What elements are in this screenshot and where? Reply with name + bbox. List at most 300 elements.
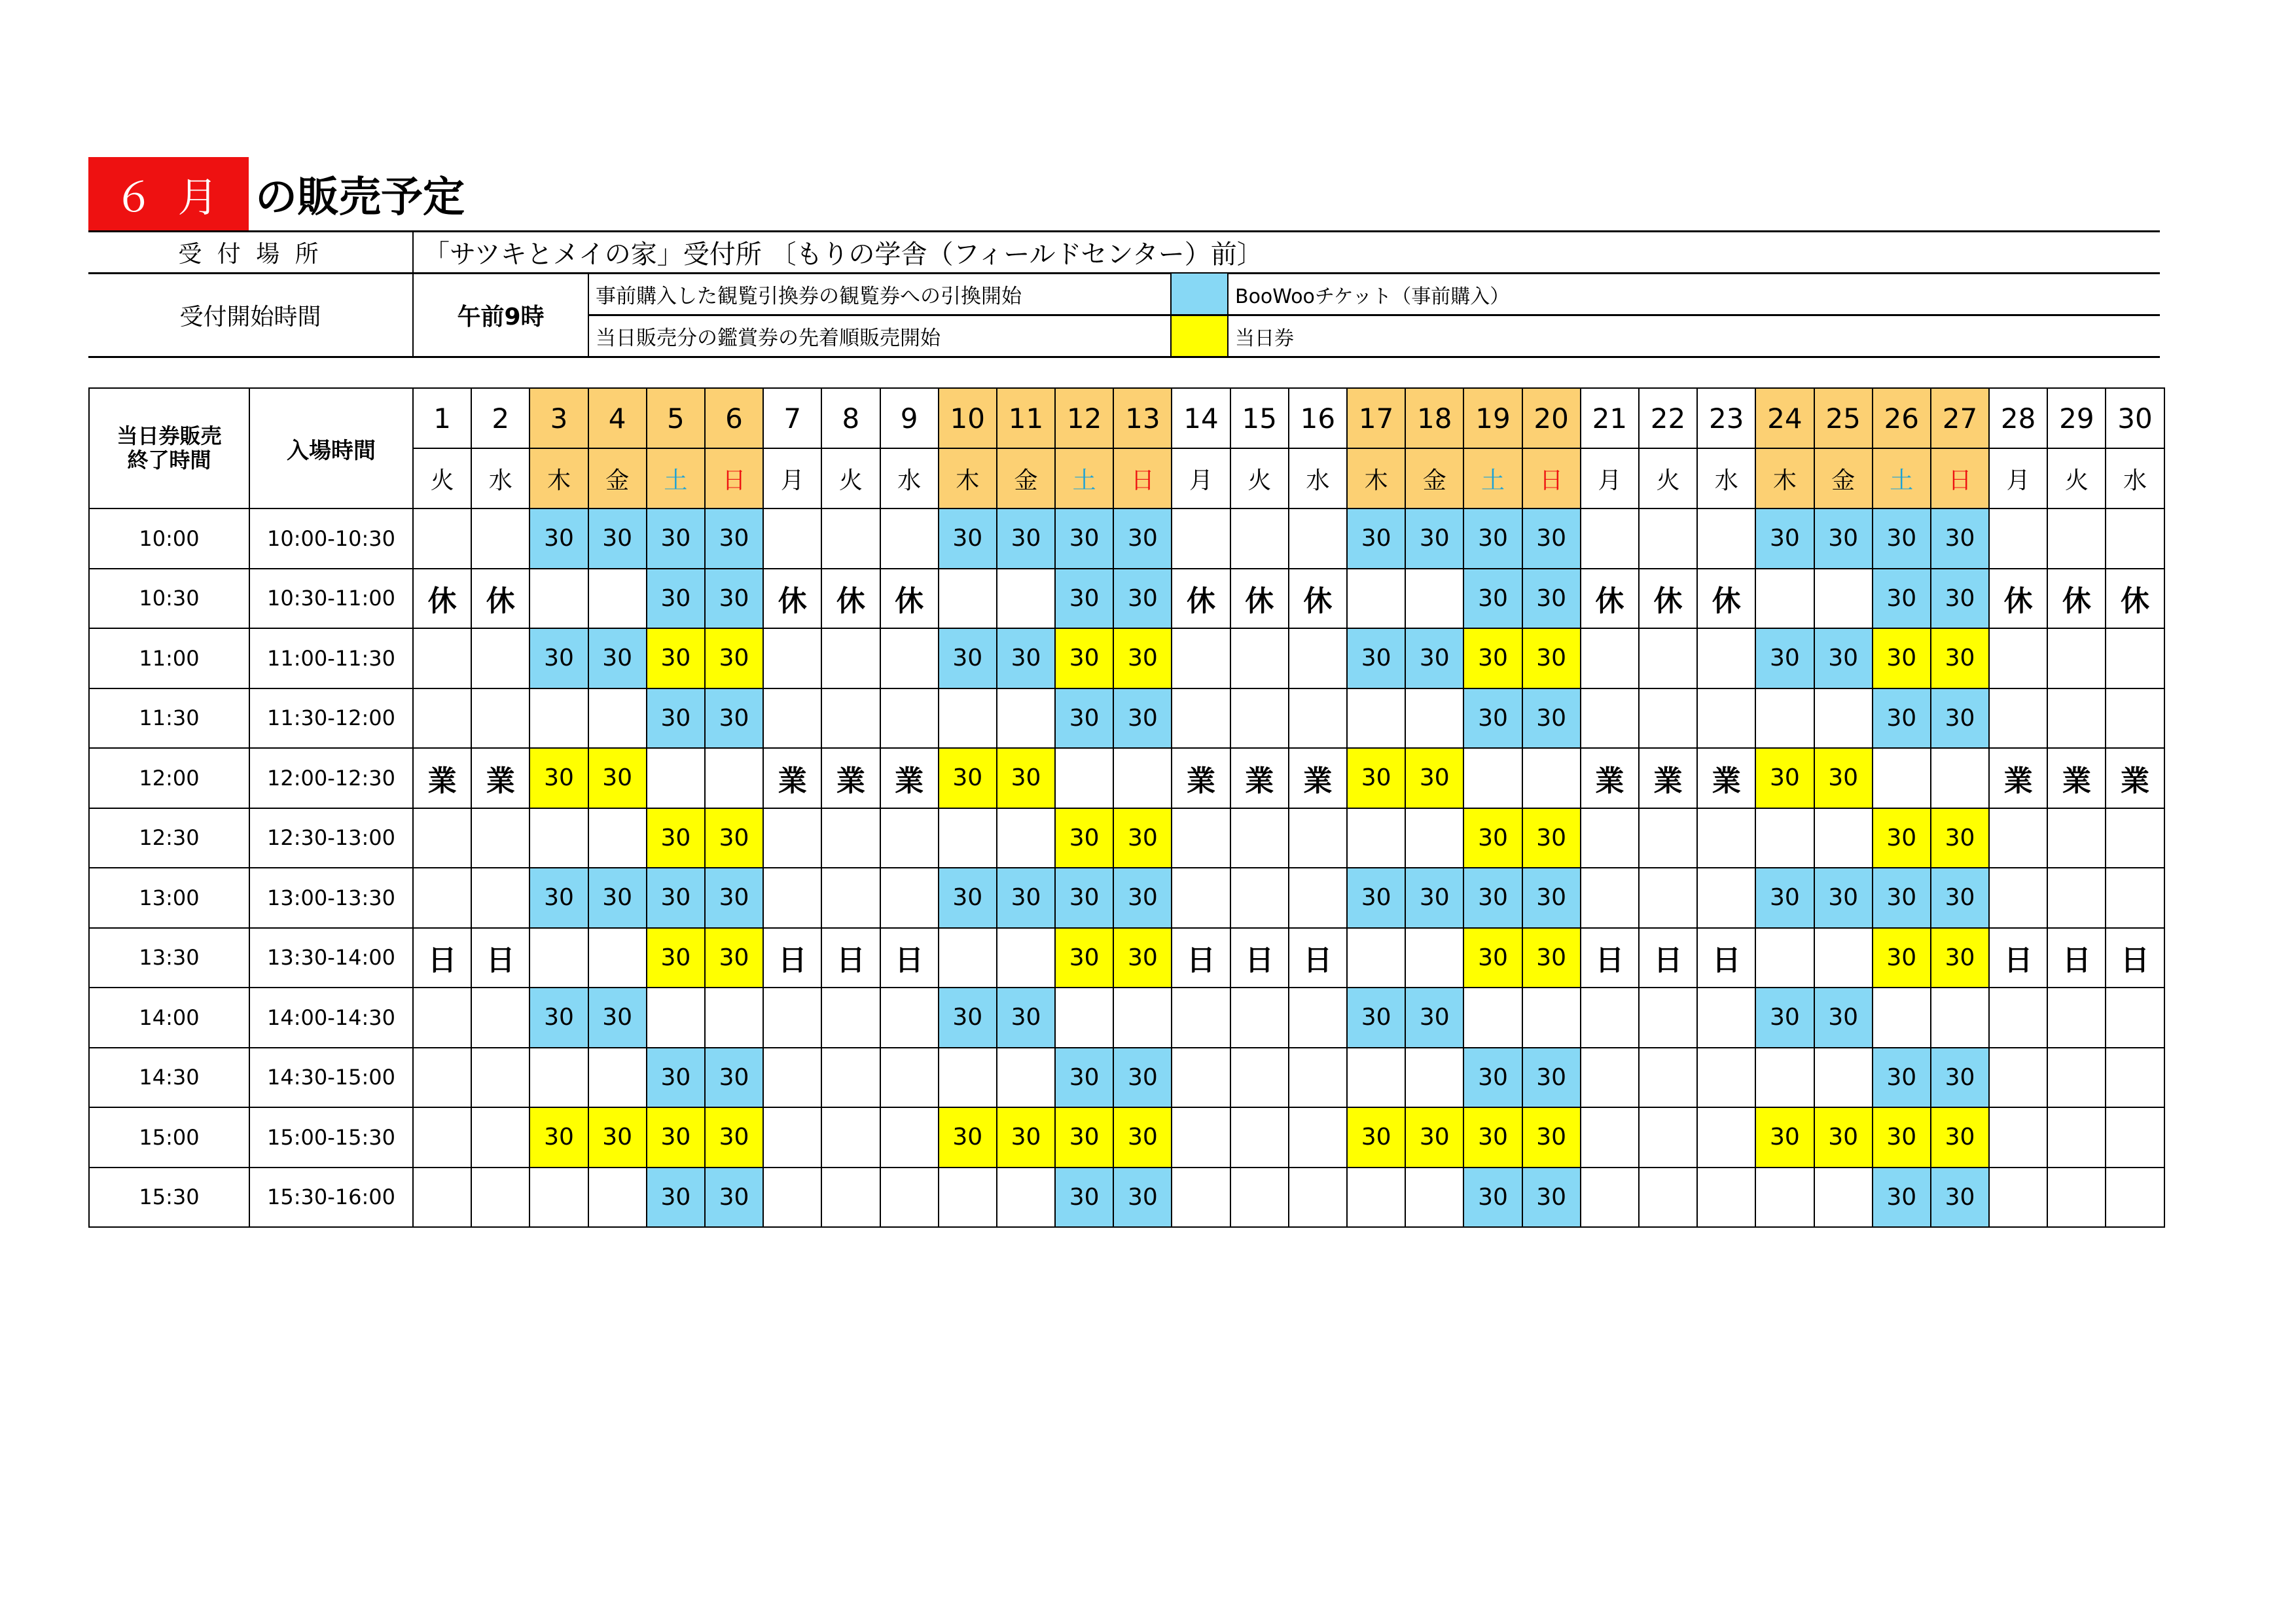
closed-cell: 業 [413, 748, 471, 808]
day-of-week: 火 [1639, 448, 1697, 508]
slot-cell: 30 [939, 508, 997, 569]
slot-cell: 30 [1055, 868, 1113, 928]
closed-cell: 日 [1581, 928, 1639, 988]
empty-cell [997, 688, 1055, 749]
empty-cell [1289, 508, 1347, 569]
empty-cell [1347, 569, 1405, 629]
closed-cell: 休 [1697, 569, 1755, 629]
empty-cell [1113, 988, 1172, 1048]
empty-cell [1172, 508, 1230, 569]
slot-cell: 30 [705, 1168, 763, 1228]
slot-cell: 30 [1113, 1168, 1172, 1228]
table-row [89, 928, 2164, 988]
legend-boowoo-label: BooWooチケット（事前購入） [1235, 285, 1510, 308]
empty-cell [588, 569, 647, 629]
empty-cell [1989, 1168, 2047, 1228]
day-of-week: 日 [1113, 448, 1172, 508]
slot-cell: 30 [1931, 569, 1989, 629]
closed-cell: 日 [1989, 928, 2047, 988]
closed-cell: 業 [763, 748, 821, 808]
slot-cell: 30 [939, 628, 997, 688]
slot-cell: 30 [1755, 988, 1814, 1048]
slot-cell: 30 [1463, 1048, 1522, 1108]
empty-cell [588, 688, 647, 749]
slot-cell: 30 [705, 688, 763, 749]
day-of-week: 火 [1230, 448, 1289, 508]
closed-cell: 休 [1639, 569, 1697, 629]
slot-cell: 30 [1055, 508, 1113, 569]
empty-cell [1989, 988, 2047, 1048]
empty-cell [1405, 688, 1463, 749]
slot-cell: 30 [647, 628, 705, 688]
empty-cell [821, 1048, 880, 1108]
entry-time: 10:30-11:00 [249, 569, 413, 629]
empty-cell [763, 628, 821, 688]
closed-cell: 休 [1230, 569, 1289, 629]
slot-cell: 30 [647, 1168, 705, 1228]
empty-cell [1873, 748, 1931, 808]
slot-cell: 30 [1113, 808, 1172, 868]
empty-cell [880, 868, 939, 928]
slot-cell: 30 [1814, 628, 1873, 688]
slot-cell: 30 [647, 569, 705, 629]
empty-cell [1639, 1048, 1697, 1108]
empty-cell [880, 508, 939, 569]
empty-cell [2047, 508, 2106, 569]
empty-cell [1581, 508, 1639, 569]
day-number: 28 [1989, 388, 2047, 448]
closed-cell: 業 [2106, 748, 2164, 808]
empty-cell [821, 628, 880, 688]
empty-cell [1989, 508, 2047, 569]
empty-cell [413, 988, 471, 1048]
slot-cell: 30 [1055, 569, 1113, 629]
slot-cell: 30 [1522, 688, 1581, 749]
empty-cell [880, 688, 939, 749]
empty-cell [1755, 928, 1814, 988]
empty-cell [1405, 808, 1463, 868]
day-of-week: 土 [647, 448, 705, 508]
entry-time: 11:00-11:30 [249, 628, 413, 688]
empty-cell [471, 1168, 529, 1228]
slot-cell: 30 [1347, 748, 1405, 808]
empty-cell [413, 808, 471, 868]
legend-boowoo-swatch [1172, 274, 1227, 314]
slot-cell: 30 [1113, 868, 1172, 928]
day-number: 18 [1405, 388, 1463, 448]
closed-cell: 休 [2047, 569, 2106, 629]
slot-cell: 30 [1113, 928, 1172, 988]
closed-cell: 業 [1230, 748, 1289, 808]
empty-cell [1814, 928, 1873, 988]
day-number: 27 [1931, 388, 1989, 448]
empty-cell [1931, 988, 1989, 1048]
day-of-week: 月 [763, 448, 821, 508]
table-row [89, 508, 2164, 569]
closed-cell: 日 [763, 928, 821, 988]
empty-cell [1347, 688, 1405, 749]
slot-cell: 30 [997, 868, 1055, 928]
table-row [89, 628, 2164, 688]
empty-cell [2047, 688, 2106, 749]
empty-cell [997, 928, 1055, 988]
day-number: 4 [588, 388, 647, 448]
end-time: 12:30 [89, 808, 249, 868]
empty-cell [1581, 628, 1639, 688]
empty-cell [1697, 628, 1755, 688]
day-of-week: 火 [821, 448, 880, 508]
header-entry-time: 入場時間 [249, 388, 413, 508]
slot-cell: 30 [647, 1048, 705, 1108]
slot-cell: 30 [1931, 628, 1989, 688]
slot-cell: 30 [1113, 1107, 1172, 1168]
empty-cell [2047, 1107, 2106, 1168]
day-number: 5 [647, 388, 705, 448]
day-number: 14 [1172, 388, 1230, 448]
closed-cell: 日 [2106, 928, 2164, 988]
empty-cell [997, 808, 1055, 868]
slot-cell: 30 [705, 1048, 763, 1108]
empty-cell [1639, 1107, 1697, 1168]
day-number: 29 [2047, 388, 2106, 448]
slot-cell: 30 [1463, 1168, 1522, 1228]
slot-cell: 30 [1347, 1107, 1405, 1168]
slot-cell: 30 [1873, 628, 1931, 688]
empty-cell [1755, 569, 1814, 629]
empty-cell [1172, 868, 1230, 928]
day-of-week: 木 [939, 448, 997, 508]
header-end-time: 当日券販売 終了時間 [89, 388, 249, 508]
slot-cell: 30 [939, 988, 997, 1048]
end-time: 15:30 [89, 1168, 249, 1228]
empty-cell [705, 988, 763, 1048]
entry-time: 12:00-12:30 [249, 748, 413, 808]
empty-cell [1289, 1107, 1347, 1168]
end-time: 10:00 [89, 508, 249, 569]
empty-cell [529, 928, 588, 988]
slot-cell: 30 [1755, 628, 1814, 688]
closed-cell: 業 [1697, 748, 1755, 808]
closed-cell: 休 [471, 569, 529, 629]
entry-time: 15:30-16:00 [249, 1168, 413, 1228]
empty-cell [1755, 808, 1814, 868]
slot-cell: 30 [1522, 808, 1581, 868]
empty-cell [939, 808, 997, 868]
day-of-week: 水 [1697, 448, 1755, 508]
slot-cell: 30 [1055, 808, 1113, 868]
end-time: 14:00 [89, 988, 249, 1048]
slot-cell: 30 [1522, 1048, 1581, 1108]
empty-cell [647, 988, 705, 1048]
slot-cell: 30 [1931, 508, 1989, 569]
empty-cell [1581, 1168, 1639, 1228]
empty-cell [1055, 988, 1113, 1048]
empty-cell [1289, 688, 1347, 749]
empty-cell [821, 808, 880, 868]
empty-cell [588, 1048, 647, 1108]
day-of-week: 金 [588, 448, 647, 508]
end-time: 11:30 [89, 688, 249, 749]
slot-cell: 30 [705, 1107, 763, 1168]
day-number: 15 [1230, 388, 1289, 448]
slot-cell: 30 [1113, 508, 1172, 569]
empty-cell [588, 808, 647, 868]
slot-cell: 30 [1814, 508, 1873, 569]
empty-cell [821, 508, 880, 569]
empty-cell [1230, 508, 1289, 569]
empty-cell [1230, 1168, 1289, 1228]
empty-cell [1347, 808, 1405, 868]
closed-cell: 業 [1289, 748, 1347, 808]
empty-cell [1989, 868, 2047, 928]
empty-cell [588, 1168, 647, 1228]
empty-cell [1289, 868, 1347, 928]
day-number: 13 [1113, 388, 1172, 448]
slot-cell: 30 [939, 1107, 997, 1168]
empty-cell [997, 1048, 1055, 1108]
empty-cell [2106, 1168, 2164, 1228]
empty-cell [2106, 508, 2164, 569]
empty-cell [1405, 1168, 1463, 1228]
start-label: 受付開始時間 [179, 304, 321, 330]
slot-cell: 30 [1055, 928, 1113, 988]
closed-cell: 休 [1581, 569, 1639, 629]
end-time: 12:00 [89, 748, 249, 808]
empty-cell [1172, 988, 1230, 1048]
slot-cell: 30 [705, 628, 763, 688]
slot-cell: 30 [1755, 1107, 1814, 1168]
table-row [89, 868, 2164, 928]
day-number: 20 [1522, 388, 1581, 448]
start-value: 午前9時 [457, 304, 545, 330]
day-of-week: 木 [529, 448, 588, 508]
schedule-table [88, 387, 2165, 1228]
closed-cell: 業 [1639, 748, 1697, 808]
empty-cell [821, 1107, 880, 1168]
slot-cell: 30 [1113, 1048, 1172, 1108]
day-of-week: 月 [1989, 448, 2047, 508]
empty-cell [1755, 1168, 1814, 1228]
empty-cell [939, 569, 997, 629]
empty-cell [2106, 628, 2164, 688]
slot-cell: 30 [1873, 508, 1931, 569]
slot-cell: 30 [1055, 1048, 1113, 1108]
slot-cell: 30 [1931, 928, 1989, 988]
empty-cell [413, 688, 471, 749]
closed-cell: 日 [1697, 928, 1755, 988]
info-block [88, 230, 2160, 358]
empty-cell [2106, 988, 2164, 1048]
day-number: 16 [1289, 388, 1347, 448]
slot-cell: 30 [1814, 748, 1873, 808]
table-row [89, 808, 2164, 868]
empty-cell [880, 628, 939, 688]
table-row [89, 748, 2164, 808]
slot-cell: 30 [647, 868, 705, 928]
slot-cell: 30 [1873, 569, 1931, 629]
empty-cell [1405, 928, 1463, 988]
slot-cell: 30 [1522, 1168, 1581, 1228]
slot-cell: 30 [1463, 1107, 1522, 1168]
place-value: 「サツキとメイの家」受付所 〔もりの学舎（フィールドセンター）前〕 [423, 240, 1263, 270]
empty-cell [1347, 1048, 1405, 1108]
empty-cell [1405, 569, 1463, 629]
slot-cell: 30 [1113, 688, 1172, 749]
day-of-week: 水 [2106, 448, 2164, 508]
empty-cell [1581, 688, 1639, 749]
table-row [89, 1107, 2164, 1168]
empty-cell [1931, 748, 1989, 808]
entry-time: 11:30-12:00 [249, 688, 413, 749]
slot-cell: 30 [1814, 988, 1873, 1048]
empty-cell [1172, 808, 1230, 868]
empty-cell [2047, 1168, 2106, 1228]
day-number: 21 [1581, 388, 1639, 448]
slot-cell: 30 [1405, 748, 1463, 808]
table-row [89, 1048, 2164, 1108]
empty-cell [2047, 868, 2106, 928]
day-number: 23 [1697, 388, 1755, 448]
slot-cell: 30 [1347, 988, 1405, 1048]
empty-cell [997, 1168, 1055, 1228]
day-number: 12 [1055, 388, 1113, 448]
empty-cell [2106, 1048, 2164, 1108]
empty-cell [647, 748, 705, 808]
empty-cell [2047, 808, 2106, 868]
entry-time: 15:00-15:30 [249, 1107, 413, 1168]
slot-cell: 30 [1405, 628, 1463, 688]
empty-cell [1639, 1168, 1697, 1228]
empty-cell [1230, 1048, 1289, 1108]
empty-cell [880, 1168, 939, 1228]
empty-cell [1113, 748, 1172, 808]
empty-cell [1639, 508, 1697, 569]
empty-cell [1697, 1107, 1755, 1168]
empty-cell [413, 1107, 471, 1168]
empty-cell [1581, 868, 1639, 928]
slot-cell: 30 [1055, 688, 1113, 749]
slot-cell: 30 [1873, 1168, 1931, 1228]
slot-cell: 30 [529, 1107, 588, 1168]
slot-cell: 30 [1522, 569, 1581, 629]
empty-cell [1230, 808, 1289, 868]
day-of-week: 金 [997, 448, 1055, 508]
slot-cell: 30 [1755, 868, 1814, 928]
empty-cell [471, 508, 529, 569]
empty-cell [1814, 688, 1873, 749]
empty-cell [413, 1168, 471, 1228]
entry-time: 12:30-13:00 [249, 808, 413, 868]
empty-cell [2106, 688, 2164, 749]
slot-cell: 30 [705, 808, 763, 868]
slot-cell: 30 [1931, 1107, 1989, 1168]
closed-cell: 休 [1989, 569, 2047, 629]
slot-cell: 30 [647, 1107, 705, 1168]
empty-cell [2106, 868, 2164, 928]
day-of-week: 金 [1814, 448, 1873, 508]
closed-cell: 日 [1639, 928, 1697, 988]
slot-cell: 30 [997, 508, 1055, 569]
slot-cell: 30 [1931, 1168, 1989, 1228]
empty-cell [1230, 868, 1289, 928]
page-title: の販売予定 [255, 173, 465, 222]
empty-cell [588, 928, 647, 988]
slot-cell: 30 [647, 928, 705, 988]
legend-sameday-label: 当日券 [1235, 327, 1294, 350]
empty-cell [1172, 688, 1230, 749]
empty-cell [1522, 988, 1581, 1048]
empty-cell [1347, 928, 1405, 988]
empty-cell [1697, 868, 1755, 928]
end-time: 13:00 [89, 868, 249, 928]
exchange-text: 事前購入した観覧引換券の観覧券への引換開始 [596, 285, 1022, 308]
slot-cell: 30 [529, 748, 588, 808]
empty-cell [1347, 1168, 1405, 1228]
day-number: 19 [1463, 388, 1522, 448]
empty-cell [1405, 1048, 1463, 1108]
entry-time: 14:30-15:00 [249, 1048, 413, 1108]
empty-cell [1581, 988, 1639, 1048]
slot-cell: 30 [1113, 628, 1172, 688]
day-of-week: 金 [1405, 448, 1463, 508]
slot-cell: 30 [939, 868, 997, 928]
day-number: 3 [529, 388, 588, 448]
empty-cell [1814, 1048, 1873, 1108]
closed-cell: 休 [763, 569, 821, 629]
empty-cell [939, 928, 997, 988]
slot-cell: 30 [1463, 508, 1522, 569]
day-number: 10 [939, 388, 997, 448]
empty-cell [763, 688, 821, 749]
day-number: 26 [1873, 388, 1931, 448]
empty-cell [529, 1048, 588, 1108]
empty-cell [1697, 688, 1755, 749]
empty-cell [1697, 1168, 1755, 1228]
empty-cell [1697, 1048, 1755, 1108]
empty-cell [1289, 1048, 1347, 1108]
empty-cell [529, 569, 588, 629]
table-row [89, 688, 2164, 749]
month-label: ６ 月 [88, 157, 249, 230]
empty-cell [763, 868, 821, 928]
slot-cell: 30 [647, 508, 705, 569]
slot-cell: 30 [1873, 1107, 1931, 1168]
empty-cell [763, 1168, 821, 1228]
empty-cell [2047, 628, 2106, 688]
day-number: 1 [413, 388, 471, 448]
day-number: 6 [705, 388, 763, 448]
table-row [89, 988, 2164, 1048]
slot-cell: 30 [1522, 868, 1581, 928]
day-of-week: 木 [1347, 448, 1405, 508]
day-of-week: 木 [1755, 448, 1814, 508]
empty-cell [1172, 628, 1230, 688]
empty-cell [1230, 628, 1289, 688]
empty-cell [471, 1107, 529, 1168]
empty-cell [2106, 808, 2164, 868]
slot-cell: 30 [588, 1107, 647, 1168]
day-number: 24 [1755, 388, 1814, 448]
empty-cell [1581, 808, 1639, 868]
closed-cell: 業 [2047, 748, 2106, 808]
empty-cell [2047, 1048, 2106, 1108]
empty-cell [1230, 988, 1289, 1048]
empty-cell [471, 988, 529, 1048]
empty-cell [1055, 748, 1113, 808]
empty-cell [1581, 1048, 1639, 1108]
closed-cell: 日 [1230, 928, 1289, 988]
empty-cell [529, 808, 588, 868]
